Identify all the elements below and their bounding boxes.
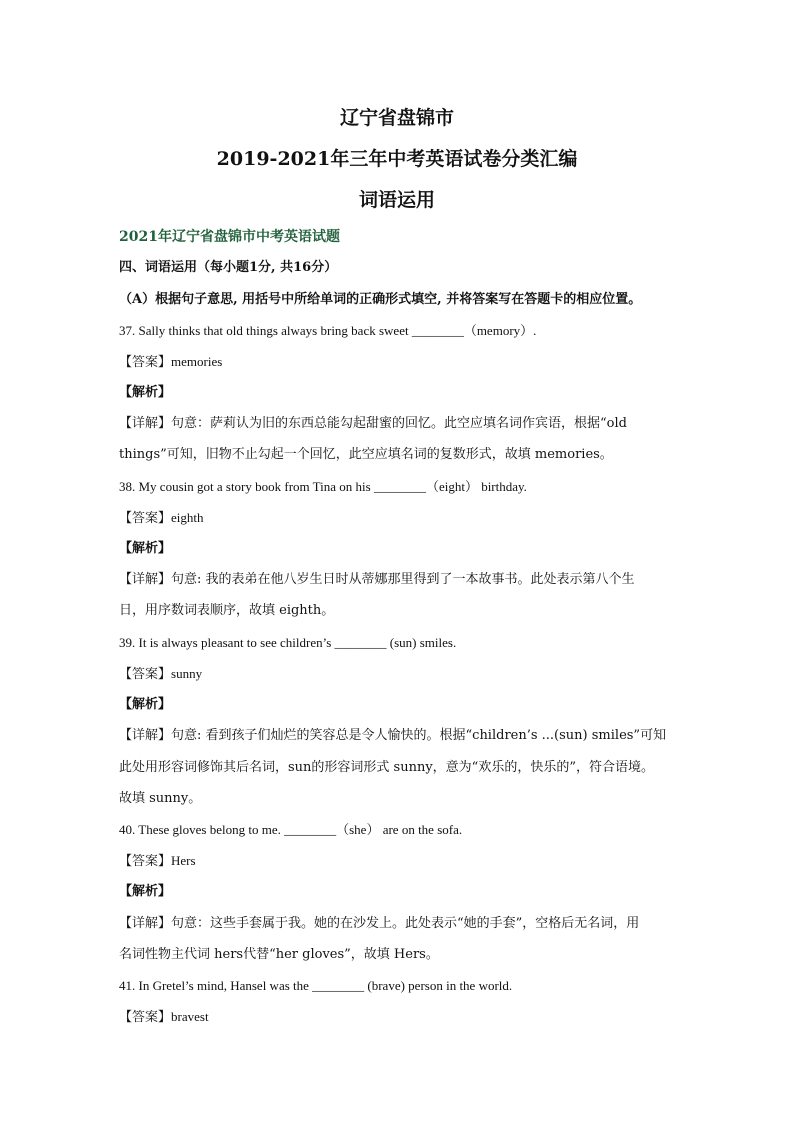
detail-line: things”可知，旧物不止勾起一个回忆，此空应填名词的复数形式，故填 memories。 <box>119 447 613 462</box>
answer-row <box>119 353 689 372</box>
detail-line: 故填 sunny。 <box>119 791 202 806</box>
answer-row <box>119 1008 689 1027</box>
answer-row <box>119 509 689 528</box>
answer-value: bravest <box>171 1009 209 1024</box>
part-title: 四、词语运用（每小题1分, 共16分） <box>119 260 338 275</box>
answer-value: memories <box>171 354 223 369</box>
topic-title: 词语运用 <box>358 189 435 211</box>
answer-value: sunny <box>171 666 203 681</box>
detail-line: 此处用形容词修饰其后名词，sun的形容词形式 sunny，意为“欢乐的，快乐的”，符合语境。 <box>119 760 654 775</box>
analysis-tag: 【解析】 <box>119 884 172 899</box>
analysis-tag: 【解析】 <box>119 385 172 400</box>
answer-tag: 【答案】 <box>119 511 172 526</box>
exam-title: 2021年辽宁省盘锦市中考英语试题 <box>119 229 340 245</box>
answer-tag: 【答案】 <box>119 1010 172 1025</box>
question-stem: 38. My cousin got a story book from Tina on his ________（eight） birthday. <box>119 479 527 494</box>
detail-line: 【详解】句意: 我的表弟在他八岁生日时从蒂娜那里得到了一本故事书。此处表示第八个生 <box>119 572 635 587</box>
question-stem: 40. These gloves belong to me. ________（she） are on the sofa. <box>119 822 463 837</box>
detail-line: 【详解】句意：这些手套属于我。她的在沙发上。此处表示“她的手套”，空格后无名词，用 <box>119 916 640 931</box>
answer-tag: 【答案】 <box>119 854 172 869</box>
detail-line: 【详解】句意: 看到孩子们灿烂的笑容总是令人愉快的。根据“children’s ...(sun) smiles”可知 <box>119 728 667 743</box>
question-stem: 41. In Gretel’s mind, Hansel was the ________ (brave) person in the world. <box>119 978 513 993</box>
answer-row <box>119 665 689 684</box>
detail-line: 名词性物主代词 hers代替“her gloves”，故填 Hers。 <box>119 947 439 962</box>
analysis-tag: 【解析】 <box>119 697 172 712</box>
detail-line: 日，用序数词表顺序，故填 eighth。 <box>119 603 335 618</box>
region-title: 辽宁省盘锦市 <box>339 107 454 129</box>
detail-line: 【详解】句意：萨莉认为旧的东西总能勾起甜蜜的回忆。此空应填名词作宾语，根据“old <box>119 416 627 431</box>
collection-title: 2019-2021年三年中考英语试卷分类汇编 <box>216 148 578 170</box>
answer-tag: 【答案】 <box>119 355 172 370</box>
answer-tag: 【答案】 <box>119 667 172 682</box>
answer-value: Hers <box>171 853 196 868</box>
question-stem: 39. It is always pleasant to see children’s ________ (sun) smiles. <box>119 635 457 650</box>
question-stem: 37. Sally thinks that old things always bring back sweet ________（memory）. <box>119 323 537 338</box>
analysis-tag: 【解析】 <box>119 541 172 556</box>
instruction: （A）根据句子意思, 用括号中所给单词的正确形式填空, 并将答案写在答题卡的相应位置。 <box>119 292 642 307</box>
answer-row <box>119 852 689 871</box>
answer-value: eighth <box>171 510 204 525</box>
